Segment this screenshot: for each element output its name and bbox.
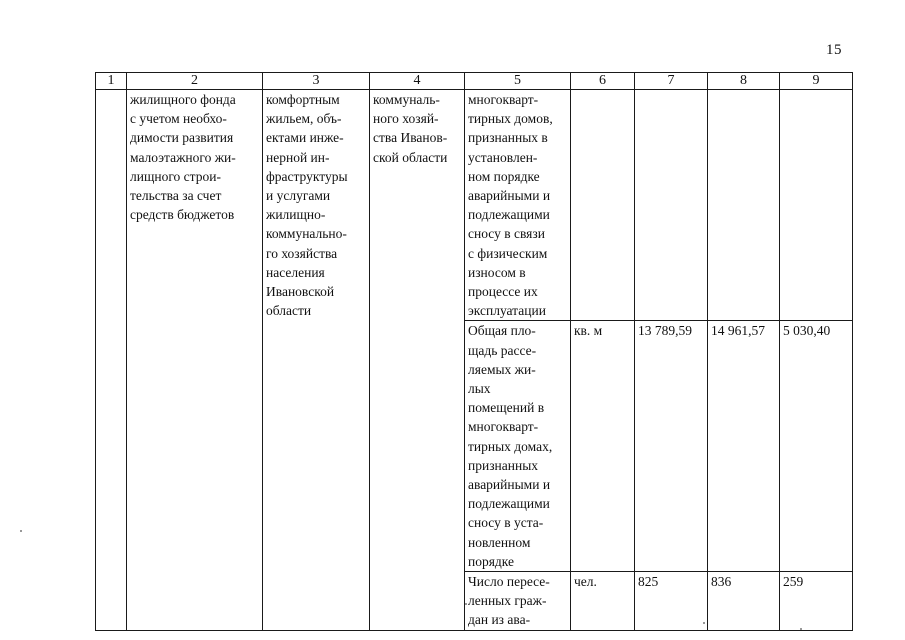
value-col-7	[635, 90, 708, 321]
header-col-3: 3	[263, 73, 370, 90]
value-col-8: 14 961,57	[708, 321, 780, 572]
value-col-8: 836	[708, 572, 780, 631]
header-col-7: 7	[635, 73, 708, 90]
scan-speck	[703, 622, 705, 624]
value-col-9: 259	[780, 572, 853, 631]
value-col-8	[708, 90, 780, 321]
cell-col-3	[263, 90, 370, 631]
cell-col-4	[370, 90, 465, 631]
task-description-text: жилищного фонда с учетом необхо- димости развития малоэтажного жи- лищного строи- тельства за счет средств бюджетов	[130, 92, 236, 223]
header-col-6: 6	[571, 73, 635, 90]
indicator-cell	[465, 321, 571, 572]
value-col-7: 825	[635, 572, 708, 631]
header-row	[96, 73, 853, 90]
header-col-1: 1	[96, 73, 127, 90]
scan-speck	[20, 530, 22, 532]
header-col-4: 4	[370, 73, 465, 90]
indicator-cell	[465, 90, 571, 321]
indicator-text: многокварт- тирных домов, признанных в установлен- ном порядке аварийными и подлежащими сносу в связи с физическим износом в процессе их эксплуатации	[468, 92, 553, 319]
header-col-5: 5	[465, 73, 571, 90]
unit-cell	[571, 90, 635, 321]
value-col-9	[780, 90, 853, 321]
unit-cell: чел.	[571, 572, 635, 631]
cell-col-1	[96, 90, 127, 631]
indicator-text: Число пересе- ленных граж- дан из ава-	[468, 574, 550, 628]
indicator-text: Общая пло- щадь рассе- ляемых жи- лых помещений в многокварт- тирных домах, признанных аварийными и подлежащими сносу в уста- новленном порядке	[468, 323, 553, 569]
goal-description-text: комфортным жильем, объ- ектами инже- нерной ин- фраструктуры и услугами жилищно- коммунально- го хозяйства населения Ивановской области	[266, 92, 348, 319]
scan-speck	[465, 603, 467, 605]
header-col-8: 8	[708, 73, 780, 90]
table-row	[96, 90, 853, 321]
value-col-9: 5 030,40	[780, 321, 853, 572]
scan-speck	[800, 628, 802, 630]
indicator-cell	[465, 572, 571, 631]
unit-cell: кв. м	[571, 321, 635, 572]
header-col-9: 9	[780, 73, 853, 90]
page-number: 15	[826, 42, 842, 58]
header-col-2: 2	[127, 73, 263, 90]
cell-col-2	[127, 90, 263, 631]
responsible-body-text: коммуналь- ного хозяй- ства Иванов- ской области	[373, 92, 448, 165]
program-indicators-table	[95, 72, 853, 631]
value-col-7: 13 789,59	[635, 321, 708, 572]
